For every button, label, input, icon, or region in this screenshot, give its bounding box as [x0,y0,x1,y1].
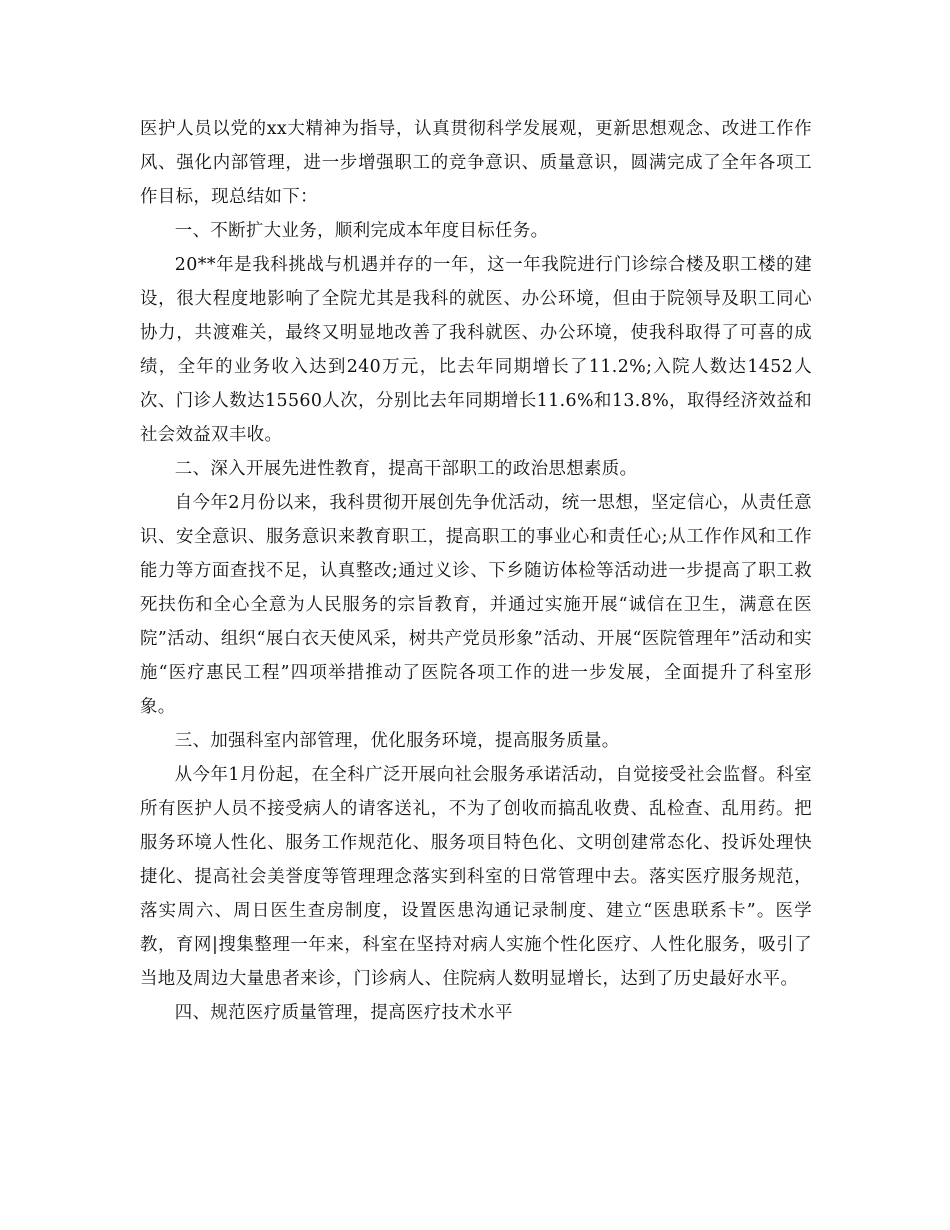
section-heading-2: 二、深入开展先进性教育，提高干部职工的政治思想素质。 [174,459,638,479]
document-body [140,112,812,1030]
section-heading-3: 三、加强科室内部管理，优化服务环境，提高服务质量。 [174,731,620,751]
section-heading-1: 一、不断扩大业务，顺利完成本年度目标任务。 [174,221,549,241]
paragraph: 20**年是我科挑战与机遇并存的一年，这一年我院进行门诊综合楼及职工楼的建设，很大程度地影响了全院尤其是我科的就医、办公环境，但由于院领导及职工同心协力，共渡难关，最终又明显地改善了我科就医、办公环境，使我科取得了可喜的成绩，全年的业务收入达到240万元，比去年同期增长了11.2%;入院人数达1452人次、门诊人数达15560人次，分别比去年同期增长11.6%和13.8%，取得经济效益和社会效益双丰收。 [140,255,812,445]
section-heading-4: 四、规范医疗质量管理，提高医疗技术水平 [174,1003,513,1023]
paragraph: 自今年2月份以来，我科贯彻开展创先争优活动，统一思想，坚定信心，从责任意识、安全意识、服务意识来教育职工，提高职工的事业心和责任心;从工作作风和工作能力等方面查找不足，认真整改;通过义诊、下乡随访体检等活动进一步提高了职工救死扶伤和全心全意为人民服务的宗旨教育，并通过实施开展“诚信在卫生，满意在医院”活动、组织“展白衣天使风采，树共产党员形象”活动、开展“医院管理年”活动和实施“医疗惠民工程”四项举措推动了医院各项工作的进一步发展，全面提升了科室形象。 [140,493,812,717]
paragraph: 医护人员以党的xx大精神为指导，认真贯彻科学发展观，更新思想观念、改进工作作风、强化内部管理，进一步增强职工的竞争意识、质量意识，圆满完成了全年各项工作目标，现总结如下： [140,119,812,207]
paragraph: 从今年1月份起，在全科广泛开展向社会服务承诺活动，自觉接受社会监督。科室所有医护人员不接受病人的请客送礼，不为了创收而搞乱收费、乱检查、乱用药。把服务环境人性化、服务工作规范化、服务项目特色化、文明创建常态化、投诉处理快捷化、提高社会美誉度等管理理念落实到科室的日常管理中去。落实医疗服务规范，落实周六、周日医生查房制度，设置医患沟通记录制度、建立“医患联系卡”。医学教，育网|搜集整理一年来，科室在坚持对病人实施个性化医疗、人性化服务，吸引了当地及周边大量患者来诊，门诊病人、住院病人数明显增长，达到了历史最好水平。 [140,765,812,989]
